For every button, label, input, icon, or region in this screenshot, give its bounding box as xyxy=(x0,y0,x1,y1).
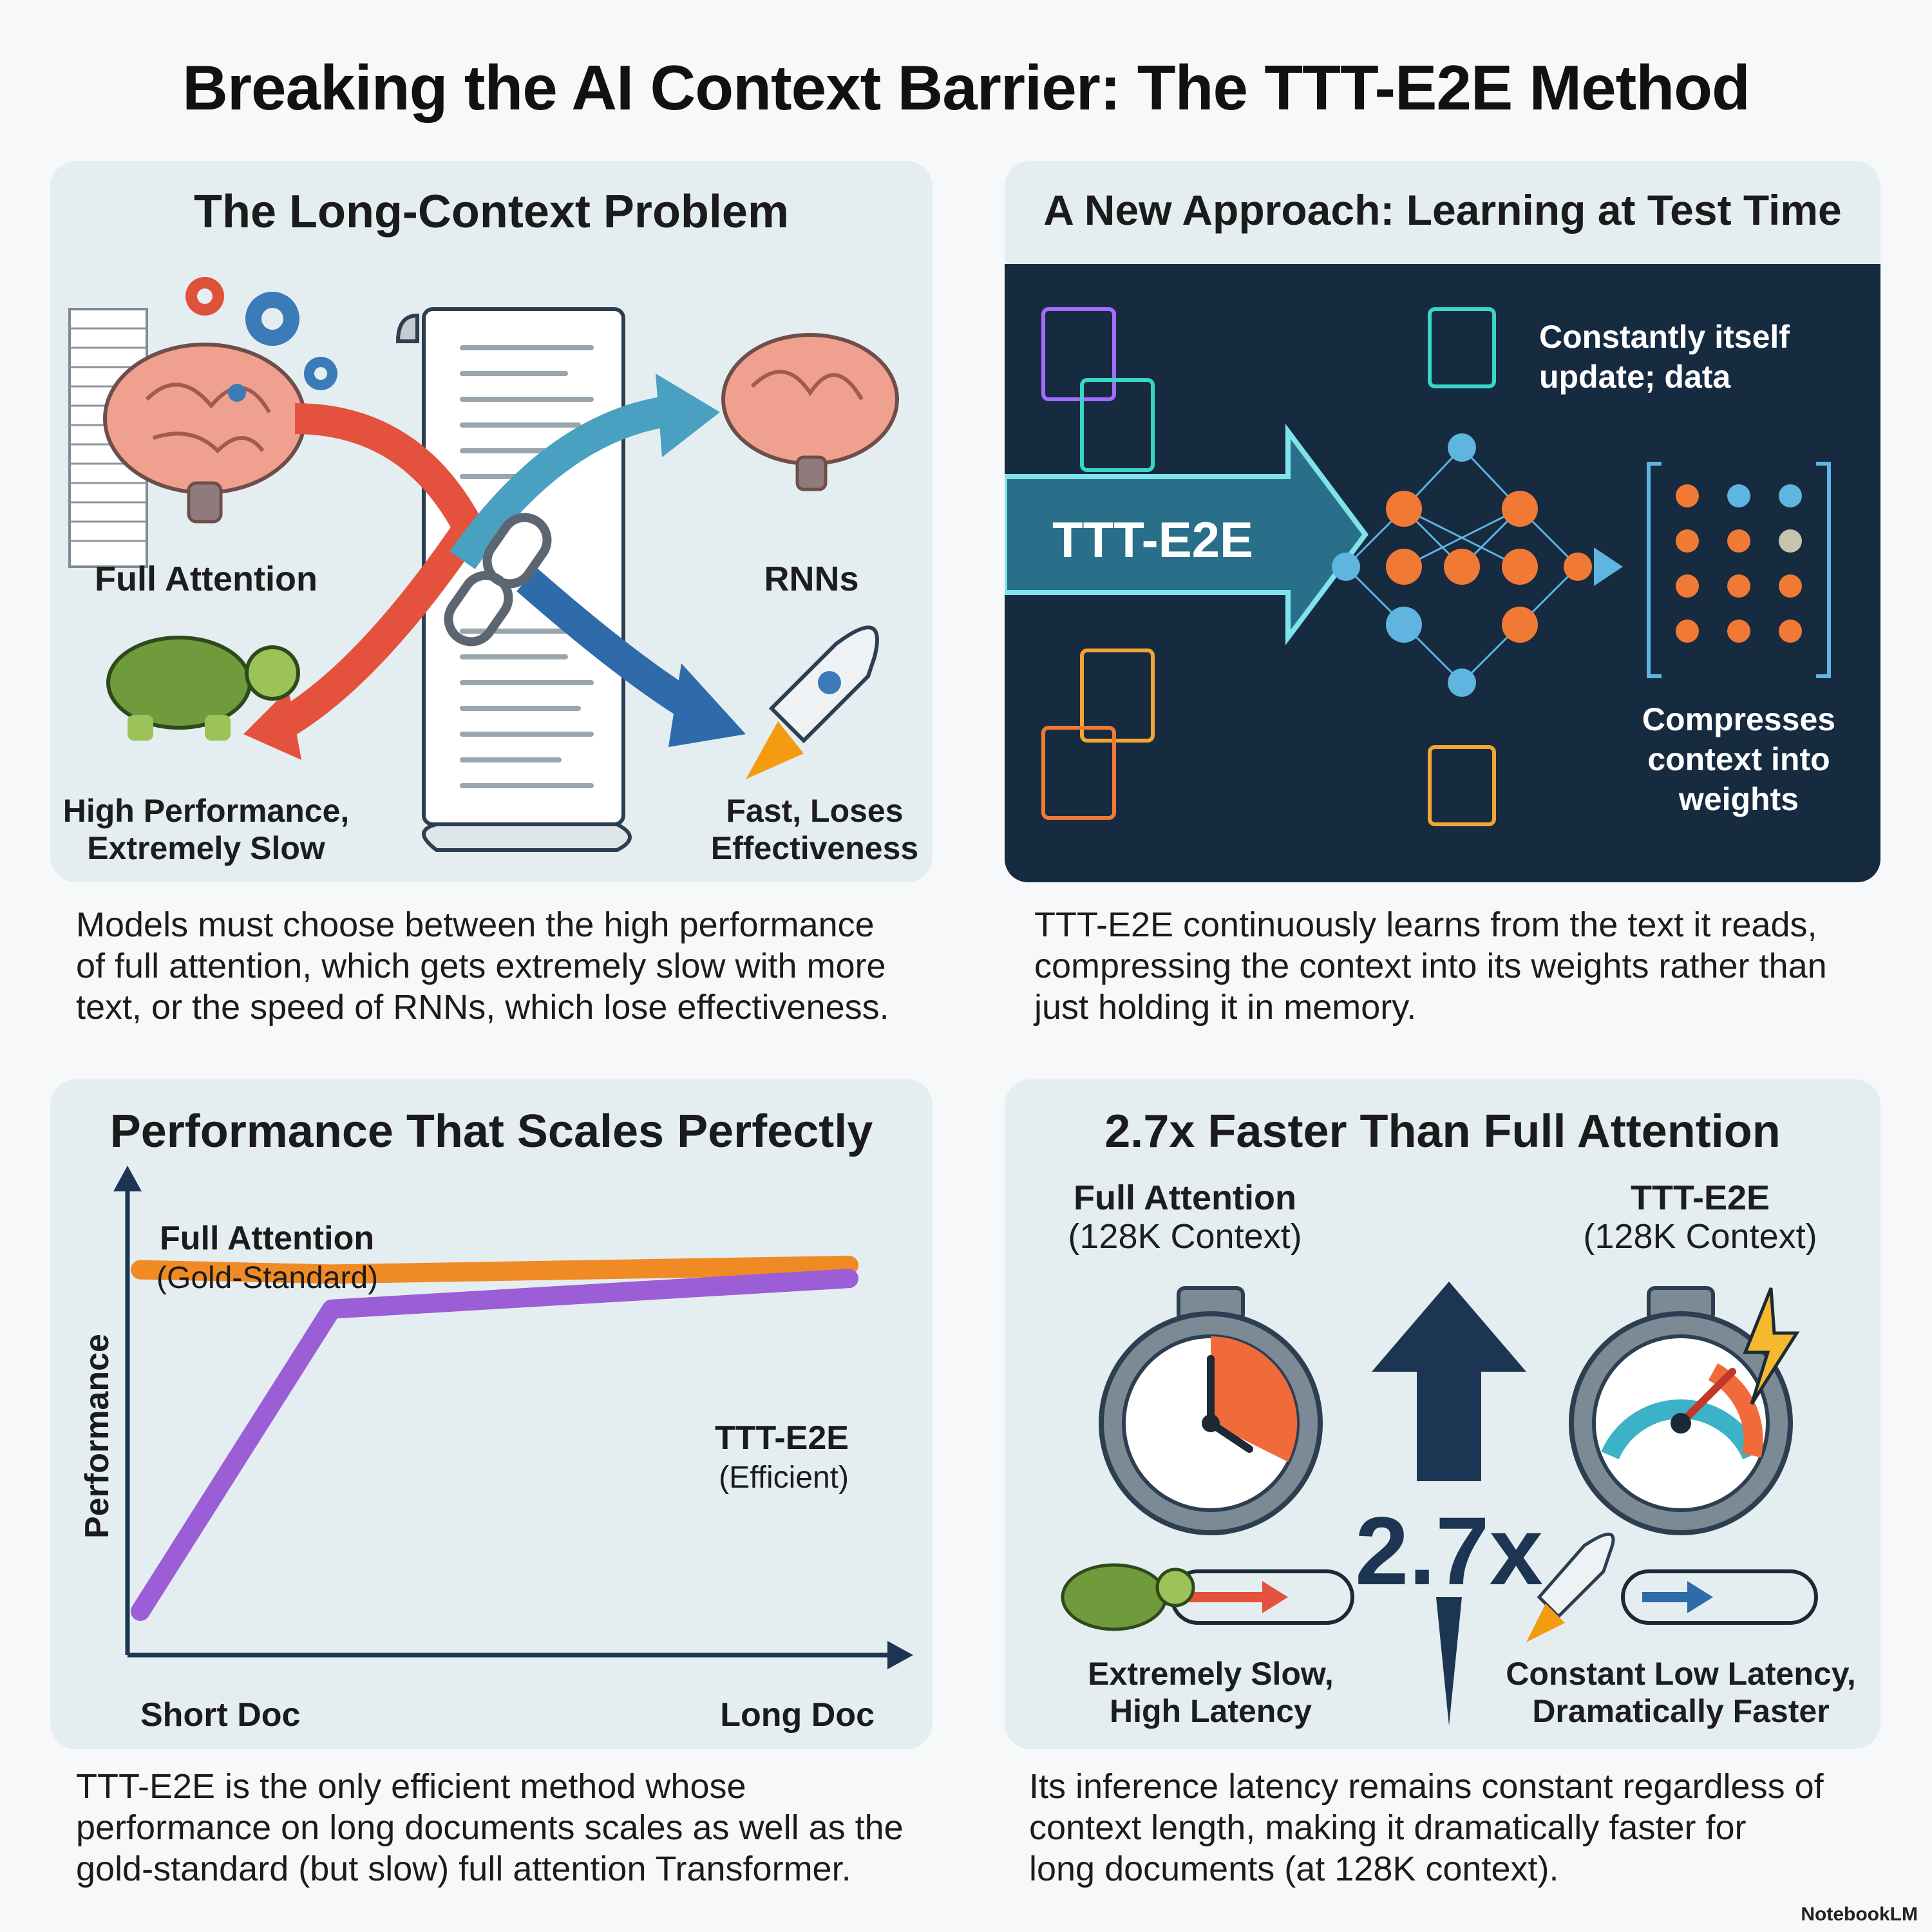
series-sublabel: (Efficient) xyxy=(719,1461,849,1495)
ttt-arrow-label: TTT-E2E xyxy=(1052,511,1254,568)
arrow-icon xyxy=(1594,547,1623,586)
compress-label: Compresses context into weights xyxy=(1642,701,1836,817)
speedometer-icon xyxy=(1571,1288,1797,1533)
y-axis-label: Performance xyxy=(79,1334,116,1539)
brain-icon xyxy=(723,335,897,489)
slow-latency-bar xyxy=(1063,1565,1352,1629)
x-axis-arrow-icon xyxy=(887,1641,913,1669)
panel4-caption: Its inference latency remains constant regardless of context length, making it dramatically faster for long documents (at 128K context). xyxy=(1029,1767,1824,1888)
ttt-timer-title: TTT-E2E (128K Context) xyxy=(1583,1179,1817,1256)
rnns-label: RNNs xyxy=(764,560,859,598)
panel-title: Performance That Scales Perfectly xyxy=(109,1106,873,1157)
x-tick-label: Short Doc xyxy=(140,1696,301,1734)
update-label: Constantly itself update; data xyxy=(1539,319,1790,395)
rocket-icon xyxy=(1539,1534,1613,1616)
stopwatch-icon xyxy=(1101,1288,1320,1533)
page-title: Breaking the AI Context Barrier: The TTT-E2E Method xyxy=(182,52,1750,123)
panel1-caption: Models must choose between the high performance of full attention, which gets extremely slow with more text, or the speed of RNNs, which lose effectiveness. xyxy=(76,905,889,1027)
series-label: TTT-E2E xyxy=(714,1419,849,1457)
notebooklm-logo: NotebookLM xyxy=(1801,1904,1918,1925)
rocket-icon xyxy=(746,627,877,779)
up-arrow-icon xyxy=(1372,1282,1526,1481)
performance-chart xyxy=(50,1159,933,1739)
arrow-head-icon xyxy=(668,663,746,747)
panel-title: The Long-Context Problem xyxy=(194,186,789,238)
speedup-label: 2.7x xyxy=(1355,1497,1543,1605)
y-axis-arrow-icon xyxy=(113,1166,142,1191)
slow-label: High Performance, Extremely Slow xyxy=(62,793,350,866)
arrow-tail-icon xyxy=(1436,1597,1462,1726)
full-attention-timer-title: Full Attention (128K Context) xyxy=(1068,1179,1302,1256)
series-sublabel: (Gold-Standard) xyxy=(156,1261,379,1295)
full-attention-label: Full Attention xyxy=(95,560,317,598)
arrow-head-icon xyxy=(656,374,720,457)
ttt-diagram-graphic xyxy=(1005,264,1880,882)
x-tick-label: Long Doc xyxy=(720,1696,875,1734)
panel3-caption: TTT-E2E is the only efficient method whose performance on long documents scales as well as the gold-standard (but slow) full attention Transformer. xyxy=(76,1767,904,1888)
fast-caption: Constant Low Latency, Dramatically Faster xyxy=(1506,1656,1856,1729)
panel-title: 2.7x Faster Than Full Attention xyxy=(1104,1106,1781,1157)
network-node-icon xyxy=(1332,433,1592,697)
panel-title: A New Approach: Learning at Test Time xyxy=(1043,186,1842,234)
panel2-caption: TTT-E2E continuously learns from the text it reads, compressing the context into its weights rather than just holding it in memory. xyxy=(1034,905,1827,1027)
fast-latency-bar xyxy=(1526,1534,1816,1642)
turtle-icon xyxy=(1063,1565,1166,1629)
weights-grid-icon xyxy=(1649,464,1829,676)
slow-caption: Extremely Slow, High Latency xyxy=(1088,1656,1334,1729)
series-label: Full Attention xyxy=(160,1220,375,1257)
fast-label: Fast, Loses Effectiveness xyxy=(710,793,919,866)
ttt-diagram xyxy=(1005,264,1880,882)
